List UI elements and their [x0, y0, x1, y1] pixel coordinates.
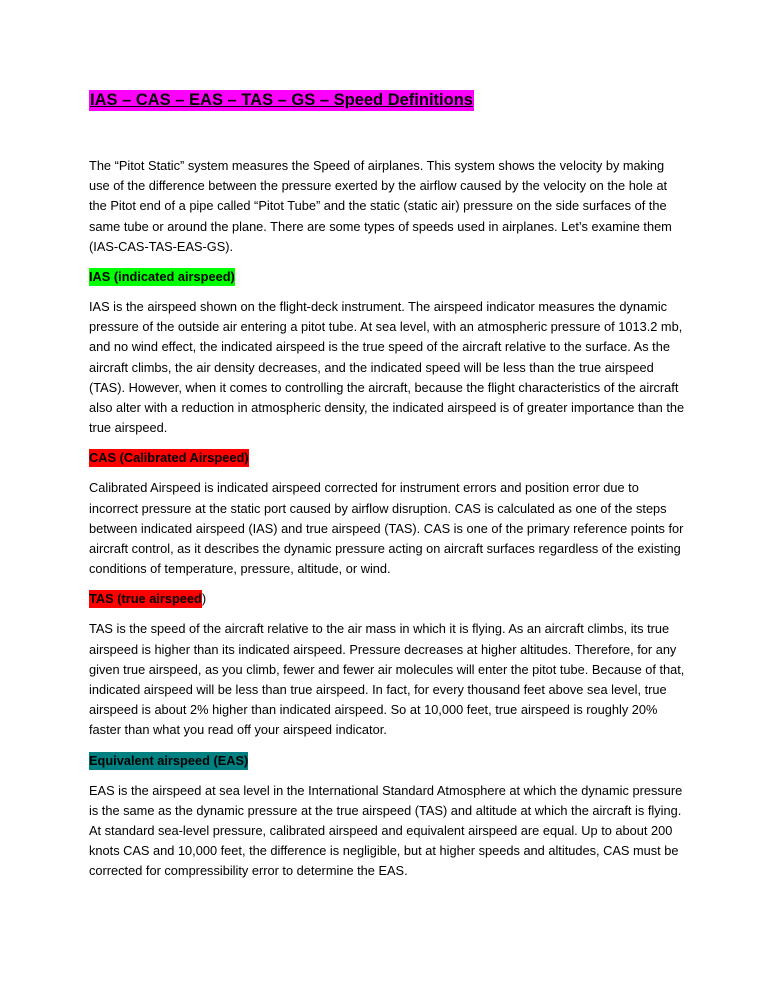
section-heading-tas-suffix: )	[201, 591, 207, 607]
section-body-cas: Calibrated Airspeed is indicated airspeed corrected for instrument errors and position error due to incorrect pressure at the static port caused by airflow disruption. CAS is calculated as one of the steps between indicated airspeed (IAS) and true airspeed (TAS). CAS is one of the primary reference points for aircraft control, as it describes the dynamic pressure acting on aircraft surfaces regardless of the existing conditions of temperature, pressure, altitude, or wind.	[89, 480, 684, 577]
section-heading-cas-label: CAS (Calibrated Airspeed)	[89, 450, 249, 466]
section-body-ias: IAS is the airspeed shown on the flight-deck instrument. The airspeed indicator measures the dynamic pressure of the outside air entering a pitot tube. At sea level, with an atmospheric pressure of 1013.2 mb, and no wind effect, the indicated airspeed is the true speed of the aircraft relative to the surface. As the aircraft climbs, the air density decreases, and the indicated speed will be less than the true airspeed (TAS). However, when it comes to controlling the aircraft, because the flight characteristics of the aircraft also alter with a reduction in atmospheric density, the indicated airspeed is of greater importance than the true airspeed.	[89, 299, 685, 436]
section-heading-cas	[89, 448, 685, 468]
section-heading-tas	[89, 589, 685, 609]
section-heading-ias	[89, 267, 685, 287]
section-body-tas: TAS is the speed of the aircraft relative to the air mass in which it is flying. As an aircraft climbs, its true airspeed is higher than its indicated airspeed. Pressure decreases at higher altitudes. Therefore, for any given true airspeed, as you climb, fewer and fewer air molecules will enter the pitot tube. Because of that, indicated airspeed will be less than true airspeed. In fact, for every thousand feet above sea level, true airspeed is about 2% higher than indicated airspeed. So at 10,000 feet, true airspeed is roughly 20% faster than what you read off your airspeed indicator.	[89, 621, 685, 738]
section-heading-ias-label: IAS (indicated airspeed)	[89, 269, 235, 285]
section-heading-eas-label: Equivalent airspeed (EAS)	[89, 752, 249, 768]
section-body-eas: EAS is the airspeed at sea level in the International Standard Atmosphere at which the dynamic pressure is the same as the dynamic pressure at the true airspeed (TAS) and altitude at which the aircraft is flying. At standard sea-level pressure, calibrated airspeed and equivalent airspeed are equal. Up to about 200 knots CAS and 10,000 feet, the difference is negligible, but at higher speeds and altitudes, CAS must be corrected for compressibility error to determine the EAS.	[89, 782, 683, 879]
section-heading-eas	[89, 751, 685, 771]
document-page	[89, 88, 685, 882]
document-title: IAS – CAS – EAS – TAS – GS – Speed Definitions	[90, 91, 473, 109]
section-heading-tas-label: TAS (true airspeed	[89, 591, 202, 607]
title-block	[89, 88, 685, 114]
intro-paragraph: The “Pitot Static” system measures the Speed of airplanes. This system shows the velocity by making use of the difference between the pressure exerted by the airflow caused by the velocity on the hole at the Pitot end of a pipe called “Pitot Tube” and the static (static air) pressure on the side surfaces of the same tube or around the plane. There are some types of speeds used in airplanes. Let’s examine them (IAS-CAS-TAS-EAS-GS).	[89, 158, 672, 254]
